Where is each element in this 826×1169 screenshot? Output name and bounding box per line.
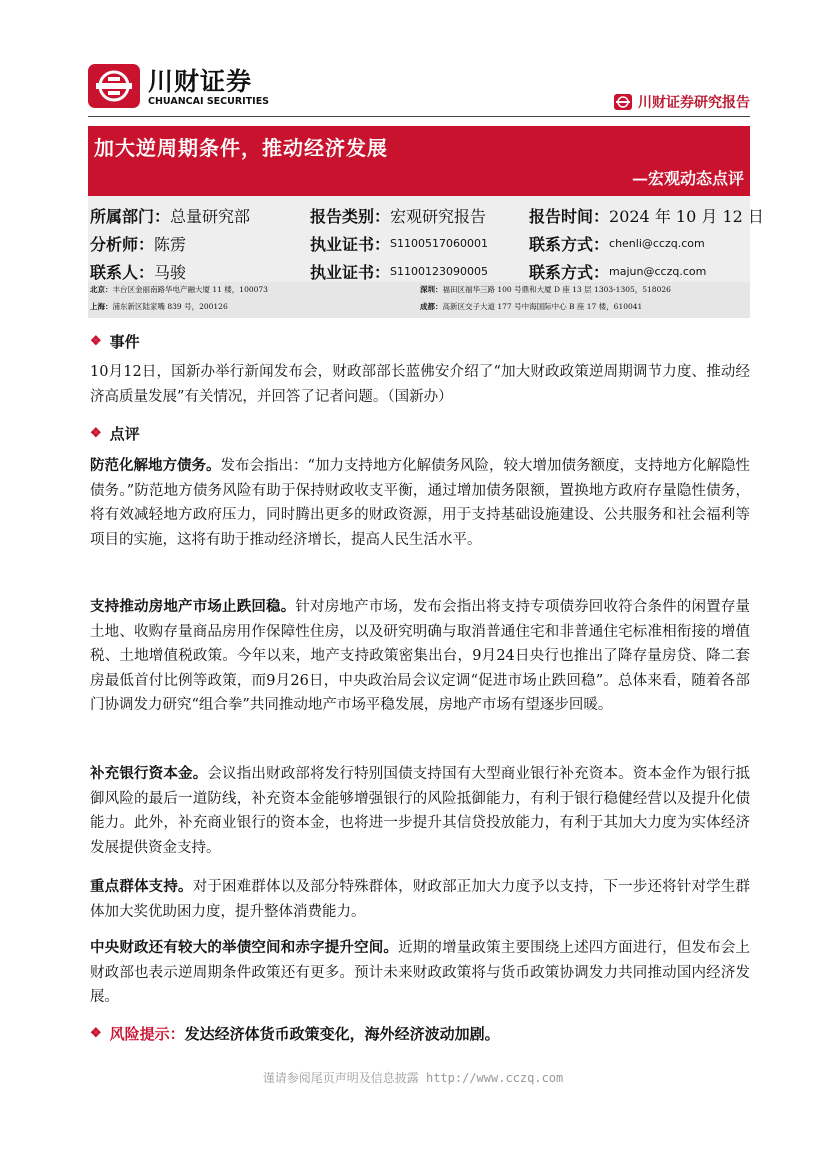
contact1-email[interactable]: chenli@cczq.com bbox=[609, 237, 705, 250]
cert2-label: 执业证书： bbox=[310, 263, 391, 282]
p2-body: 针对房地产市场，发布会指出将支持专项债券回收符合条件的闲置存量土地、收购存量商品房用作保障性住房，以及研究明确与取消普通住宅和非普通住宅标准相衔接的增值税、土地增值税政策。今年以来，地产支持政策密集出台，9月24日央行也推出了降存量房贷、降二套房最低首付比例等政策，而9月26日，中央政治局会议定调“促进市场止跌回稳”。总体来看，随着各部门协调发力研究“组合拳”共同推动地产市场平稳发展，房地产市场有望逐步回暖。 bbox=[90, 599, 751, 713]
address-shenzhen bbox=[420, 284, 671, 295]
address-chengdu-value: 高新区交子大道 177 号中海国际中心 B 座 17 楼，610041 bbox=[442, 302, 643, 311]
date-value: 2024 年 10 月 12 日 bbox=[609, 207, 764, 226]
p2-heading: 支持推动房地产市场止跌回稳。 bbox=[90, 598, 296, 615]
company-logo-small-icon bbox=[614, 94, 632, 110]
contact-person-value: 马骏 bbox=[154, 263, 187, 282]
address-beijing-label: 北京： bbox=[90, 285, 113, 294]
cert2-value: S1100123090005 bbox=[390, 265, 488, 278]
dept-field bbox=[90, 204, 250, 227]
p1-body: 发布会指出：“加力支持地方化解债务风险，较大增加债务额度，支持地方化解隐性债务。”防范地方债务风险有助于保持财政收支平衡，通过增加债务限额，置换地方政府存量隐性债务，将有效减轻地方政府压力，同时腾出更多的财政资源，用于支持基础设施建设、公共服务和社会福利等项目的实施，这将有助于推动经济增长，提高人民生活水平。 bbox=[90, 458, 750, 548]
contact-person-label: 联系人： bbox=[90, 263, 155, 282]
title-banner bbox=[88, 126, 750, 196]
company-name-en: CHUANCAI SECURITIES bbox=[148, 96, 270, 107]
p5-body: 近期的增量政策主要围绕上述四方面进行，但发布会上财政部也表示逆周期条件政策还有更多。预计未来财政政策将与货币政策协调发力共同推动国内经济发展。 bbox=[90, 940, 750, 1005]
analyst-value: 陈雳 bbox=[154, 235, 187, 254]
report-info-panel bbox=[88, 196, 764, 284]
address-shanghai-label: 上海： bbox=[90, 302, 113, 311]
dept-value: 总量研究部 bbox=[170, 207, 251, 226]
type-field bbox=[310, 204, 486, 227]
cert2-field bbox=[310, 260, 488, 283]
section-comment-title: 点评 bbox=[109, 425, 140, 443]
diamond-bullet-icon: ❖ bbox=[90, 1026, 102, 1041]
type-label: 报告类别： bbox=[310, 207, 391, 226]
contact2-email[interactable]: majun@cczq.com bbox=[609, 265, 707, 278]
risk-text: 发达经济体货币政策变化，海外经济波动加剧。 bbox=[184, 1025, 500, 1043]
company-name-cn: 川财证券 bbox=[148, 67, 253, 96]
cert1-field bbox=[310, 232, 488, 255]
dept-label: 所属部门： bbox=[90, 207, 171, 226]
page-footer[interactable]: 谨请参阅尾页声明及信息披露 http://www.cczq.com bbox=[262, 1071, 564, 1085]
report-subtitle: —宏观动态点评 bbox=[631, 169, 744, 188]
p5-heading: 中央财政还有较大的举债空间和赤字提升空间。 bbox=[90, 939, 399, 956]
address-shenzhen-label: 深圳： bbox=[420, 285, 443, 294]
risk-notice bbox=[90, 1023, 500, 1044]
p4-heading: 重点群体支持。 bbox=[90, 878, 193, 895]
contact-person-field bbox=[90, 260, 186, 283]
address-chengdu bbox=[420, 301, 642, 312]
report-series-label: 川财证券研究报告 bbox=[638, 95, 750, 111]
address-shenzhen-value: 福田区福华三路 100 号鼎和大厦 D 座 13 层 1303-1305，518026 bbox=[442, 285, 671, 294]
risk-label: 风险提示： bbox=[109, 1025, 185, 1043]
comment-paragraph-4 bbox=[90, 875, 750, 924]
comment-paragraph-3 bbox=[90, 762, 750, 860]
event-paragraph: 10月12日，国新办举行新闻发布会，财政部部长蓝佛安介绍了“加大财政政策逆周期调节力度、推动经济高质量发展”有关情况，并回答了记者问题。（国新办） bbox=[90, 364, 750, 405]
p3-body: 会议指出财政部将发行特别国债支持国有大型商业银行补充资本。资本金作为银行抵御风险的最后一道防线，补充资本金能够增强银行的风险抵御能力，有利于银行稳健经营以及提升化债能力。此外，补充商业银行的资本金，也将进一步提升其信贷投放能力，有利于其加大力度为实体经济发展提供资金支持。 bbox=[90, 766, 751, 856]
type-value: 宏观研究报告 bbox=[390, 207, 487, 226]
address-beijing bbox=[90, 284, 268, 295]
analyst-label: 分析师： bbox=[90, 235, 155, 254]
diamond-bullet-icon: ❖ bbox=[90, 334, 102, 349]
company-logo-icon bbox=[88, 64, 140, 108]
address-beijing-value: 丰台区金丽南路华电产融大厦 11 楼，100073 bbox=[112, 285, 268, 294]
comment-paragraph-2 bbox=[90, 595, 750, 718]
section-comment-heading bbox=[90, 423, 140, 444]
contact1-label: 联系方式： bbox=[529, 235, 610, 254]
p1-heading: 防范化解地方债务。 bbox=[90, 457, 221, 474]
analyst-field bbox=[90, 232, 186, 255]
page-header bbox=[88, 58, 750, 118]
contact1-field bbox=[529, 232, 705, 255]
cert1-label: 执业证书： bbox=[310, 235, 391, 254]
diamond-bullet-icon: ❖ bbox=[90, 426, 102, 441]
p4-body: 对于困难群体以及部分特殊群体，财政部正加大力度予以支持，下一步还将针对学生群体加大奖优助困力度，提升整体消费能力。 bbox=[90, 879, 751, 920]
date-label: 报告时间： bbox=[529, 207, 610, 226]
p3-heading: 补充银行资本金。 bbox=[90, 765, 208, 782]
address-chengdu-label: 成都： bbox=[420, 302, 443, 311]
report-series-tag bbox=[614, 92, 750, 112]
contact2-label: 联系方式： bbox=[529, 263, 610, 282]
report-title: 加大逆周期条件，推动经济发展 bbox=[94, 136, 388, 160]
cert1-value: S1100517060001 bbox=[390, 237, 488, 250]
comment-paragraph-1 bbox=[90, 454, 750, 552]
address-shanghai bbox=[90, 301, 228, 312]
contact2-field bbox=[529, 260, 706, 283]
comment-paragraph-5 bbox=[90, 936, 750, 1010]
section-event-title: 事件 bbox=[109, 333, 140, 351]
office-addresses bbox=[88, 282, 750, 318]
date-field bbox=[529, 204, 764, 227]
address-shanghai-value: 浦东新区陆家嘴 839 号，200126 bbox=[112, 302, 228, 311]
section-event-heading bbox=[90, 331, 140, 352]
header-divider bbox=[88, 116, 750, 117]
